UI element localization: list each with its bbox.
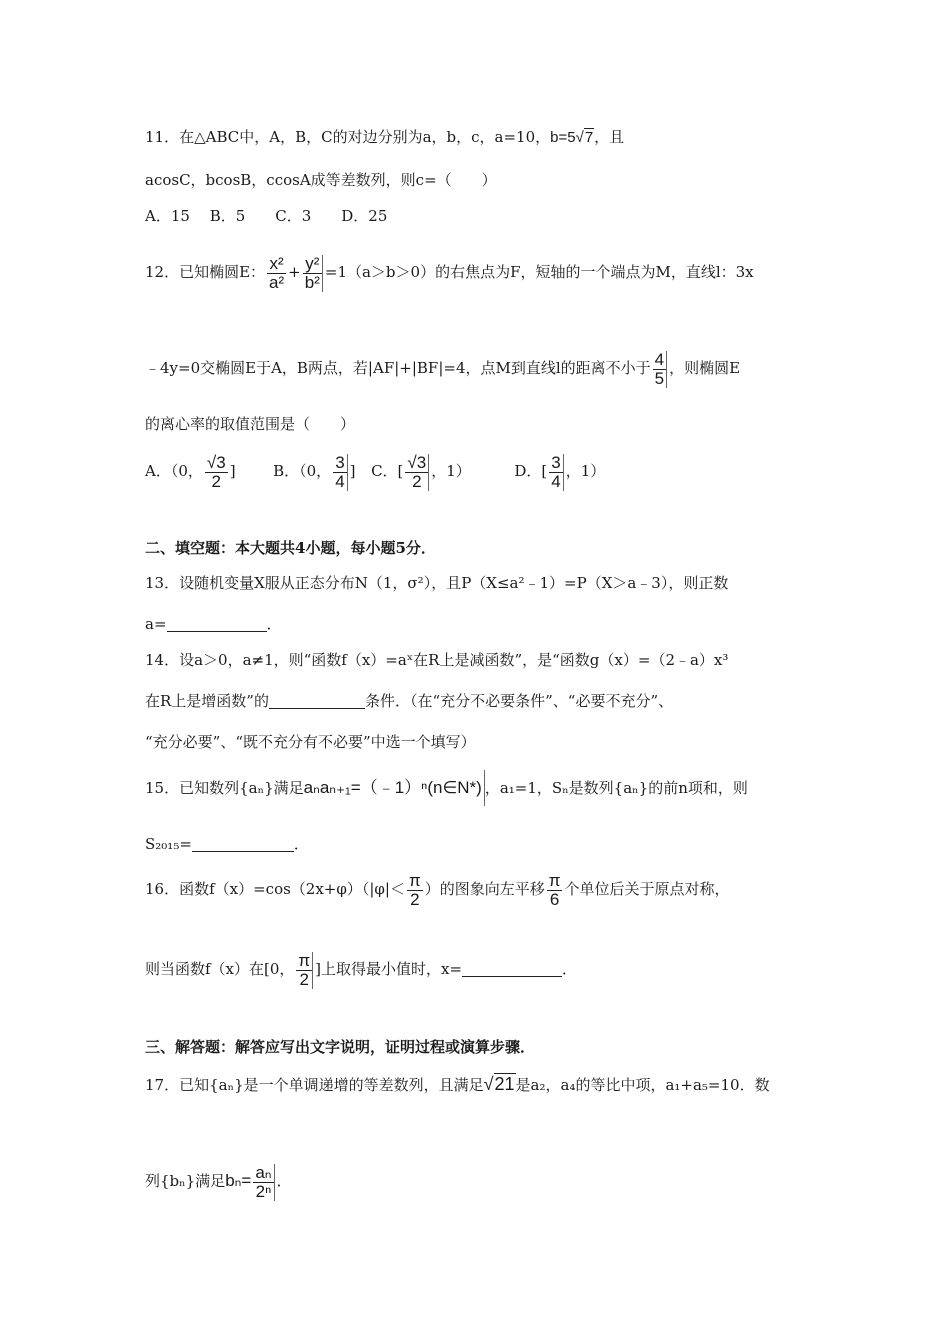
- q13-line1: 13．设随机变量X服从正态分布N（1，σ²），且P（X≤a²﹣1）=P（X＞a﹣3），则正数: [145, 574, 729, 592]
- q15-formula: aₙaₙ₊₁=（﹣1）ⁿ(n∈N*): [304, 770, 485, 806]
- q16-answer-blank[interactable]: [462, 962, 562, 977]
- q12-option-b: B．（0， $\frac{3}{4}$ ]: [273, 452, 356, 491]
- section2-heading: 二、填空题：本大题共4小题，每小题5分．: [145, 539, 436, 557]
- q12-options: [145, 448, 605, 494]
- q12-option-a: A．（0， $\frac{√3}{2}$ ]: [145, 452, 236, 491]
- q11-line1: 11．在△ABC中，A，B，C的对边分别为a，b，c，a=10，b=5√7，且: [145, 128, 625, 146]
- q12-y-fraction: $\frac{\text{y²}}{\text{b²}}$: [303, 255, 323, 292]
- q12-line2: ﹣4y=0交椭圆E于A，B两点，若|AF|+|BF|=4，点M到直线l的距离不小于 $\frac{4}{5}$ ，则椭圆E: [145, 349, 741, 388]
- q11-line2: acosC，bcosB，ccosA成等差数列，则c=（ ）: [145, 171, 497, 189]
- q12-option-c-fraction: $\frac{√3}{2}$: [405, 454, 429, 491]
- q13-line2: a= ．: [145, 615, 282, 633]
- q17-sqrt21: √21: [483, 1074, 515, 1094]
- q17-line2: 列{bₙ}满足bₙ= $\frac{\text{aₙ}}{\text{2ⁿ}}$ ．: [145, 1162, 292, 1201]
- q15-line1: 15．已知数列{aₙ}满足aₙaₙ₊₁=（﹣1）ⁿ(n∈N*) ，a₁=1，Sₙ是数列{aₙ}的前n项和，则: [145, 770, 748, 806]
- q12-option-d: D．[ $\frac{3}{4}$ ，1）: [514, 452, 606, 491]
- q14-answer-blank[interactable]: [269, 694, 365, 709]
- q16-pi-over-6-fraction: $\frac{\pi}{6}$: [548, 870, 561, 909]
- q16-line2: 则当函数f（x）在[0， $\frac{\pi}{2}$ ]上取得最小值时，x= ．: [145, 950, 578, 989]
- q17-line1: 17．已知{aₙ}是一个单调递增的等差数列，且满足√21是a₂，a₄的等比中项，a₁+a₅=10．数: [145, 1074, 770, 1094]
- q11-choices: A．15 B．5 C．3 D．25: [145, 207, 388, 225]
- q15-answer-blank[interactable]: [192, 837, 294, 852]
- q11-b-formula: b=5√7: [550, 129, 594, 146]
- q12-option-b-fraction: $\frac{3}{4}$: [333, 454, 347, 491]
- q12-distance-fraction: $\frac{4}{5}$: [653, 351, 667, 388]
- q13-answer-blank[interactable]: [167, 617, 267, 632]
- q12-option-a-fraction: $\frac{√3}{2}$: [206, 452, 226, 491]
- section3-heading: 三、解答题：解答应写出文字说明，证明过程或演算步骤．: [145, 1038, 536, 1056]
- q14-line1: 14．设a＞0，a≠1，则“函数f（x）=aˣ在R上是减函数”，是“函数g（x）=（2﹣a）x³: [145, 651, 729, 669]
- q16-pi-over-2-fraction: $\frac{\pi}{2}$: [408, 870, 421, 909]
- q12-line1: 12．已知椭圆E： $\frac{\text{x²}}{\text{a²}}$ + $\frac{\text{y²}}{\text{b²}}$ =1（a＞b＞0）的右焦点为F，短轴的一个端点为M，直线l：3x: [145, 253, 754, 292]
- q16-line1: 16．函数f（x）=cos（2x+φ）（|φ|＜ $\frac{\pi}{2}$ ）的图象向左平移 $\frac{\pi}{6}$ 个单位后关于原点对称，: [145, 870, 730, 909]
- q12-line3: 的离心率的取值范围是（ ）: [145, 415, 356, 433]
- q16-interval-fraction: $\frac{\pi}{2}$: [296, 952, 313, 989]
- q14-line3: “充分必要”、“既不充分有不必要”中选一个填写）: [145, 733, 476, 751]
- q12-x-fraction: $\frac{\text{x²}}{\text{a²}}$: [269, 253, 285, 292]
- q17-b-lhs: bₙ=: [225, 1171, 252, 1190]
- q12-option-d-fraction: $\frac{3}{4}$: [549, 454, 563, 491]
- q14-line2: 在R上是增函数”的 条件．（在“充分不必要条件”、“必要不充分”、: [145, 692, 674, 710]
- q17-b-fraction: $\frac{\text{aₙ}}{\text{2ⁿ}}$: [253, 1164, 274, 1201]
- q12-option-c: C．[ $\frac{√3}{2}$ ，1）: [371, 452, 471, 491]
- q15-line2: S₂₀₁₅= ．: [145, 835, 309, 853]
